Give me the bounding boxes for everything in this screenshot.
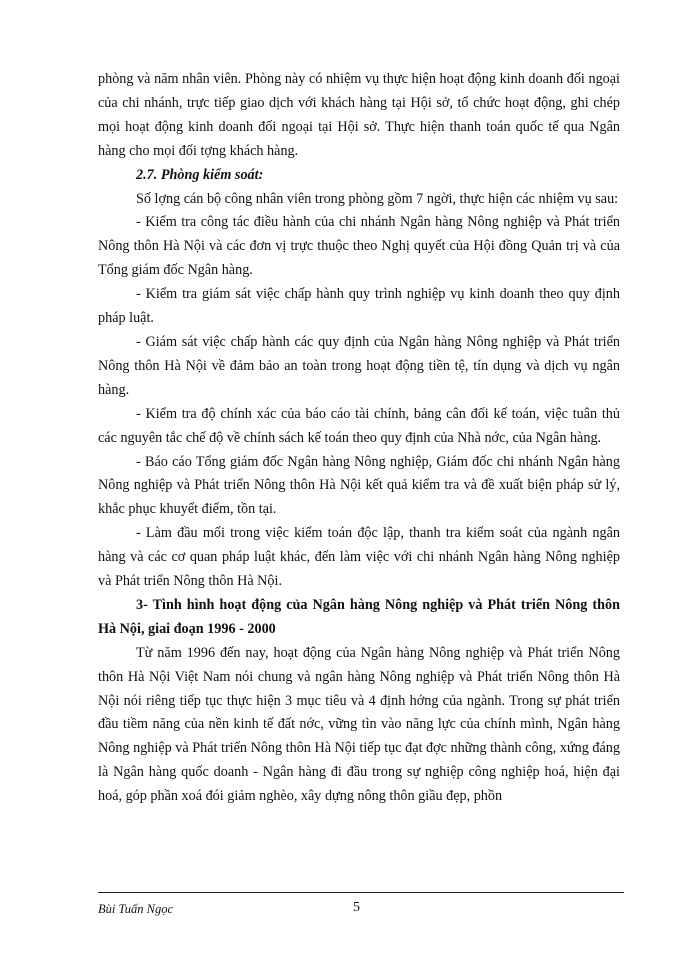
paragraph-foreign-dept: phòng và năm nhân viên. Phòng này có nhiệm vụ thực hiện hoạt động kinh doanh đối ngoại của chi nhánh, trực tiếp giao dịch với khách hàng tại Hội sở, tổ chức hoạt động, ghi chép mọi hoạt động kinh doanh đối ngoại tại Hội sở. Thực hiện thanh toán quốc tế qua Ngân hàng cho mọi đối tợng khách hàng. — [98, 71, 620, 159]
page-number: 5 — [353, 900, 360, 915]
document-page — [98, 68, 620, 809]
paragraph-operations: Từ năm 1996 đến nay, hoạt động của Ngân hàng Nông nghiệp và Phát triển Nông thôn Hà Nội Việt Nam nói chung và ngân hàng Nông nghiệp và Phát triển Nông thôn Hà Nội nói riêng tiếp tục thực hiện 3 mục tiêu và 4 định hớng của ngành. Trong sự phát triển đầu tiềm năng của nền kinh tế đất nớc, vững tìn vào năng lực của chính mình, Ngân hàng Nông nghiệp và Phát triển Nông thôn Hà Nội tiếp tục đạt đợc những thành công, xứng đáng là Ngân hàng quốc doanh - Ngân hàng đi đầu trong sự nghiệp công nghiệp hoá, hiện đại hoá, góp phần xoá đói giảm nghèo, xây dựng nông thôn giầu đẹp, phồn — [98, 644, 620, 805]
list-item: - Kiểm tra giám sát việc chấp hành quy trình nghiệp vụ kinh doanh theo quy định pháp luật. — [98, 286, 620, 327]
list-item: - Giám sát việc chấp hành các quy định của Ngân hàng Nông nghiệp và Phát triển Nông thôn Hà Nội về đảm bảo an toàn trong hoạt động tiền tệ, tín dụng và dịch vụ ngân hàng. — [98, 333, 620, 398]
footer-divider — [98, 892, 624, 893]
section-heading-3: 3- Tình hình hoạt động của Ngân hàng Nông nghiệp và Phát triển Nông thôn Hà Nội, giai đoạn 1996 - 2000 — [98, 596, 620, 637]
list-item: - Kiểm tra độ chính xác của báo cáo tài chính, bảng cân đối kế toán, việc tuân thủ các nguyên tắc chế độ về chính sách kế toán theo quy định của Nhà nớc, của Ngân hàng. — [98, 405, 620, 446]
footer-author: Bùi Tuấn Ngọc — [98, 902, 174, 916]
paragraph-staff-count: Số lợng cán bộ công nhân viên trong phòng gồm 7 ngời, thực hiện các nhiệm vụ sau: — [136, 190, 619, 207]
list-item: - Kiểm tra công tác điều hành của chi nhánh Ngân hàng Nông nghiệp và Phát triển Nông thôn Hà Nội và các đơn vị trực thuộc theo Nghị quyết của Hội đồng Quản trị và của Tổng giám đốc Ngân hàng. — [98, 214, 620, 279]
list-item: - Báo cáo Tổng giám đốc Ngân hàng Nông nghiệp, Giám đốc chi nhánh Ngân hàng Nông nghiệp và Phát triển Nông thôn Hà Nội kết quả kiểm tra và đề xuất biện pháp sử lý, khắc phục khuyết điểm, tồn tại. — [98, 453, 620, 518]
section-heading-2-7: 2.7. Phòng kiểm soát: — [136, 166, 264, 183]
list-item: - Làm đầu mối trong việc kiểm toán độc lập, thanh tra kiểm soát của ngành ngân hàng và các cơ quan pháp luật khác, đến làm việc với chi nhánh Ngân hàng Nông nghiệp và Phát triển Nông thôn Hà Nội. — [98, 525, 620, 590]
